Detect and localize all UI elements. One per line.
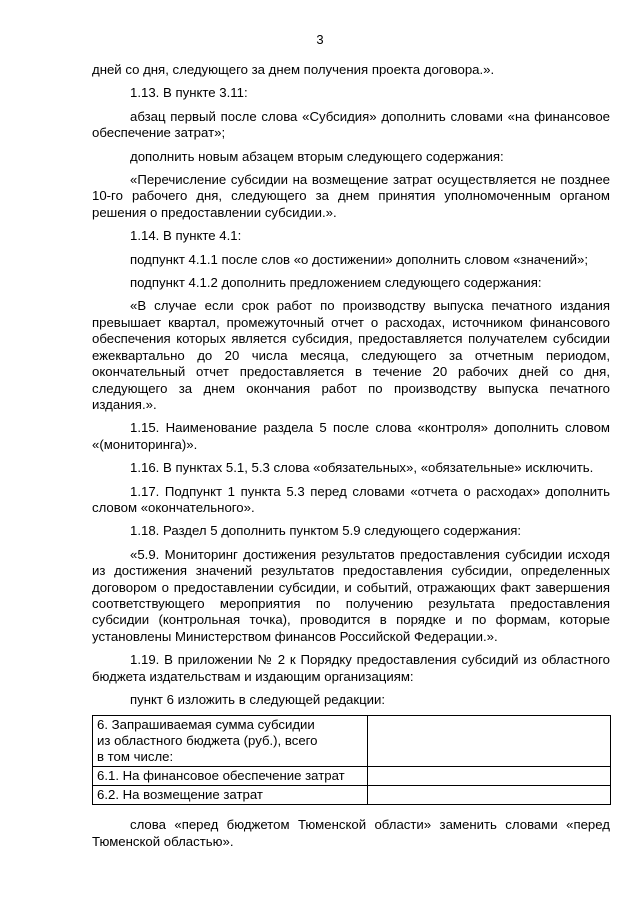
paragraphs-before-table (92, 62, 610, 708)
paragraph: 1.19. В приложении № 2 к Порядку предоставления субсидий из областного бюджета издательствам и издающим организациям: (92, 652, 610, 684)
paragraph: 1.18. Раздел 5 дополнить пунктом 5.9 следующего содержания: (130, 523, 522, 539)
paragraph: подпункт 4.1.1 после слов «о достижении» дополнить словом «значений»; (130, 251, 589, 267)
table-cell-label: 6. Запрашиваемая сумма субсидии из областного бюджета (руб.), всего в том числе: (93, 716, 368, 767)
paragraph: 1.14. В пункте 4.1: (130, 228, 242, 244)
table-cell-label: 6.1. На финансовое обеспечение затрат (93, 767, 368, 786)
subsidy-table-body (93, 716, 611, 805)
paragraph: «Перечисление субсидии на возмещение затрат осуществляется не позднее 10-го рабочего дня, следующего за днем принятия уполномоченным органом решения о предоставлении субсидии.». (92, 172, 610, 220)
paragraph: 1.13. В пункте 3.11: (130, 85, 248, 101)
paragraph: слова «перед бюджетом Тюменской области» заменить словами «перед Тюменской областью». (92, 817, 610, 849)
table-row (93, 786, 611, 805)
paragraph: «В случае если срок работ по производству выпуска печатного издания превышает квартал, промежуточный отчет о расходах, источником финансового обеспечения которых является субсидия, предоставляется получателем субсидии ежеквартально до 20 числа месяца, следующего за отчетным периодом, окончательный отчет предоставляется в течение 20 рабочих дней со дня, следующего за днем окончания работ по производству выпуска печатного издания.». (92, 298, 610, 412)
subsidy-amount-table (92, 715, 611, 805)
table-cell-value (368, 786, 611, 805)
paragraph: дополнить новым абзацем вторым следующего содержания: (130, 148, 504, 164)
paragraph: подпункт 4.1.2 дополнить предложением следующего содержания: (130, 275, 542, 291)
page-number: 3 (316, 32, 324, 47)
table-row (93, 767, 611, 786)
paragraph: 1.16. В пунктах 5.1, 5.3 слова «обязательных», «обязательные» исключить. (130, 460, 594, 476)
table-cell-value (368, 716, 611, 767)
paragraph: «5.9. Мониторинг достижения результатов предоставления субсидии исходя из достижения значений результатов предоставления субсидии, определенных договором о предоставлении субсидии, и событий, отражающих факт завершения соответствующего мероприятия по получению результата предоставления субсидии (контрольная точка), проводится в порядке и по формам, которые установлены Министерством финансов Российской Федерации.». (92, 546, 610, 644)
paragraphs-after-table (92, 817, 610, 850)
paragraph: дней со дня, следующего за днем получения проекта договора.». (92, 62, 495, 77)
paragraph: 1.15. Наименование раздела 5 после слова «контроля» дополнить словом «(мониторинга)». (92, 420, 610, 452)
table-cell-value (368, 767, 611, 786)
paragraph: пункт 6 изложить в следующей редакции: (130, 692, 386, 707)
document-body (92, 62, 610, 857)
table-cell-label: 6.2. На возмещение затрат (93, 786, 368, 805)
paragraph: 1.17. Подпункт 1 пункта 5.3 перед словами «отчета о расходах» дополнить словом «окончательного». (92, 483, 610, 515)
table-row (93, 716, 611, 767)
paragraph: абзац первый после слова «Субсидия» дополнить словами «на финансовое обеспечение затрат»; (92, 108, 610, 141)
